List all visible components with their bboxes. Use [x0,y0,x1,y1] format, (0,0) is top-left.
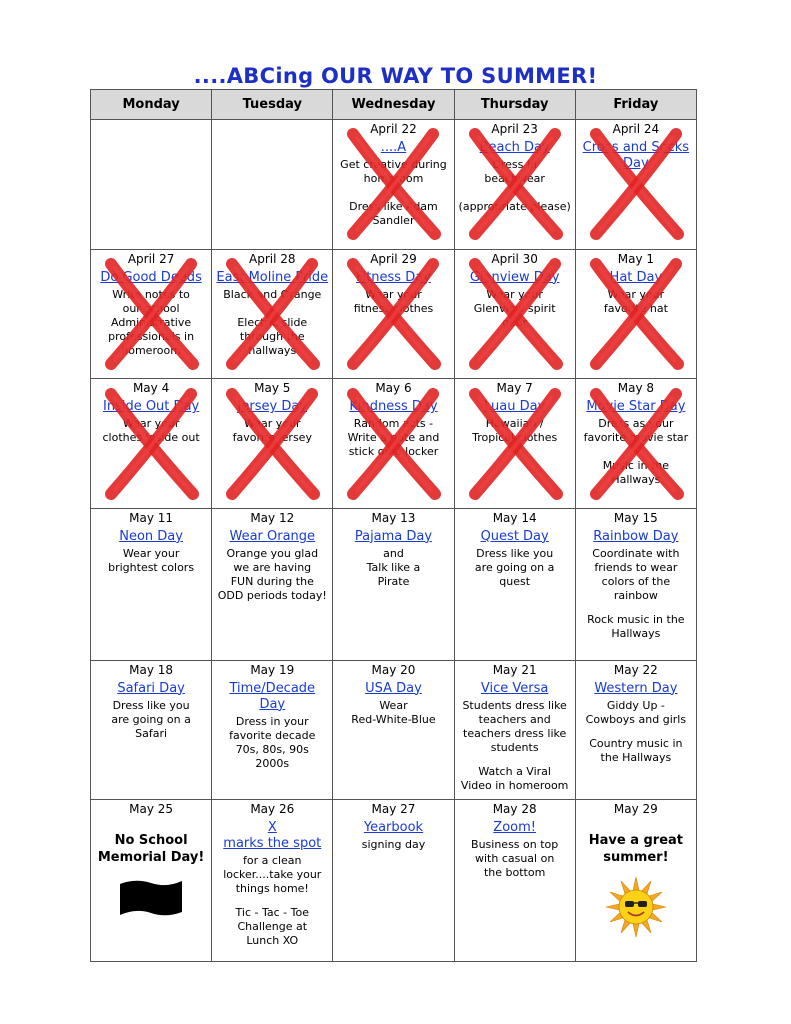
event-description: for a clean locker....take your things home! [223,854,322,896]
day-date: May 29 [613,802,658,817]
day-date: May 13 [371,510,416,525]
event-description: Get creative during homeroom Dress like Adam Sandler [340,158,447,227]
calendar-day-cell [454,379,575,509]
calendar-day-cell [454,508,575,660]
event-link[interactable]: Fitness Day [356,269,431,285]
event-description: Black and Orange Electric slide through the hallways [223,287,322,357]
day-date: May 11 [129,510,174,525]
event-link[interactable]: East Moline Pride [216,269,329,285]
calendar-week-row [91,249,697,379]
day-date: April 27 [127,251,175,266]
day-date: April 24 [612,122,660,136]
event-description: Random acts - Write a note and stick on a locker [347,417,440,459]
event-description: Hawaiian / Tropical clothes [472,417,558,445]
event-description: and Talk like a Pirate [366,546,421,588]
calendar-week-row [91,508,697,660]
day-date: May 7 [496,381,533,396]
calendar-day-cell [575,508,696,660]
calendar-day-cell [575,249,696,379]
black-flag-icon [118,878,184,918]
day-date: May 19 [250,662,295,677]
day-date: May 27 [371,802,416,817]
calendar-day-cell [575,800,696,962]
event-description: Wear your fitness clothes [353,287,434,315]
calendar-day-cell [454,660,575,800]
event-description: Wear Red-White-Blue [351,698,436,726]
event-description: Students dress like teachers and teachers dress like students [462,698,567,754]
calendar-empty-cell [91,120,212,250]
weekday-monday: Monday [91,90,212,120]
calendar-week-row [91,379,697,509]
spirit-week-calendar [90,89,697,962]
event-link[interactable]: Quest Day [480,528,549,544]
calendar-empty-cell [212,120,333,250]
calendar-day-cell [333,120,454,250]
event-link[interactable]: Kindness Day [349,399,438,415]
day-date: May 18 [129,662,174,677]
calendar-day-cell [212,508,333,660]
event-link[interactable]: ....A [380,140,407,155]
day-date: April 28 [249,251,296,266]
event-description: Business on top with casual on the bottom [471,838,559,880]
event-extra-note: Country music in the Hallways [589,736,683,764]
calendar-week-row [91,800,697,962]
calendar-body [91,120,697,962]
calendar-day-cell [91,660,212,800]
calendar-day-cell [91,379,212,509]
day-date: April 30 [491,251,538,266]
event-description: Wear your brightest colors [108,546,195,574]
day-date: May 5 [254,381,291,396]
event-link[interactable]: Beach Day [479,140,550,155]
event-description: Wear your clothes inside out [102,417,200,445]
calendar-day-cell [454,249,575,379]
day-date: May 4 [132,381,170,396]
calendar-day-cell [333,508,454,660]
event-extra-note: Tic - Tac - Toe Challenge at Lunch XO [235,906,309,948]
day-date: May 28 [492,802,537,817]
calendar-week-row [91,120,697,250]
event-link[interactable]: X marks the spot [223,820,322,852]
calendar-day-cell [333,800,454,962]
event-link[interactable]: Vice Versa [480,680,549,696]
event-link[interactable]: Inside Out Day [102,399,200,415]
event-link[interactable]: Luau Day [484,399,546,415]
calendar-day-cell [91,249,212,379]
calendar-day-cell [333,379,454,509]
calendar-day-cell [454,120,575,250]
event-extra-note: Watch a Viral Video in homeroom [460,764,569,792]
event-link[interactable]: Rainbow Day [593,528,679,544]
event-description: Wear your favorite hat [603,287,668,315]
event-extra-note: Rock music in the Hallways [587,612,685,640]
day-date: May 25 [129,802,174,817]
day-date: May 26 [250,802,295,817]
event-description: Dress in beachwear (appropriate please) [458,158,571,213]
event-description: Dress like you are going on a quest [474,546,555,588]
event-description: Dress as your favorite movie star Music in the Hallways [583,417,689,487]
calendar-day-cell [575,120,696,250]
event-description: Giddy Up - Cowboys and girls [585,698,687,726]
event-description: Wear your Glenview spirit gear [473,287,556,329]
event-description: Wear your favorite jersey [232,417,312,445]
event-description: Orange you glad we are having FUN during the ODD periods today! [217,546,327,602]
calendar-day-cell [212,800,333,962]
calendar-day-cell [91,508,212,660]
day-date: May 12 [250,510,295,525]
calendar-day-cell [575,660,696,800]
day-date: May 6 [375,381,412,396]
calendar-week-row [91,660,697,800]
event-link[interactable]: Jersey Day [237,399,307,415]
event-description: Coordinate with friends to wear colors of the rainbow [592,546,680,602]
calendar-day-cell [333,660,454,800]
event-description: Write notes to our school Administrative professionals in homeroom [108,287,195,357]
event-link[interactable]: Glenview Day [469,269,560,285]
calendar-day-cell [212,660,333,800]
sun-with-sunglasses-icon [605,876,667,938]
day-date: May 22 [613,662,658,677]
event-link[interactable]: Western Day [594,680,678,696]
event-link[interactable]: Pajama Day [354,528,433,544]
calendar-title: ....ABCing OUR WAY TO SUMMER! [193,64,598,88]
event-description: Dress in your favorite decade 70s, 80s, 90s 2000s [229,714,316,770]
event-description: signing day [361,838,426,852]
day-date: May 14 [492,510,537,525]
event-link[interactable]: Crocs and Socks Day [582,140,690,171]
day-announcement: Have a great summer! [588,833,684,866]
event-link[interactable]: Wear Orange [229,528,316,544]
day-date: May 1 [617,251,654,266]
day-date: May 8 [617,381,654,396]
event-link[interactable]: Safari Day [117,680,185,696]
event-link[interactable]: Hat Day [609,269,663,285]
weekday-tuesday: Tuesday [212,90,333,120]
weekday-friday: Friday [575,90,696,120]
calendar-day-cell [454,800,575,962]
event-link[interactable]: Do Good Deeds [100,269,202,285]
event-link[interactable]: Neon Day [119,528,183,544]
event-link[interactable]: Yearbook [363,820,424,836]
event-description: Dress like you are going on a Safari [111,698,191,740]
day-date: April 22 [370,122,417,136]
day-date: April 23 [491,122,538,136]
day-date: April 29 [370,251,417,266]
day-date: May 21 [492,662,537,677]
weekday-wednesday: Wednesday [333,90,454,120]
calendar-day-cell [212,249,333,379]
weekday-header-row [91,90,697,120]
event-link[interactable]: Time/Decade Day [229,680,316,712]
calendar-day-cell [575,379,696,509]
weekday-thursday: Thursday [454,90,575,120]
calendar-day-cell [333,249,454,379]
day-date: May 20 [371,662,416,677]
day-date: May 15 [613,510,658,525]
day-announcement: No School Memorial Day! [97,833,205,866]
event-link[interactable]: Zoom! [493,820,536,836]
calendar-day-cell [212,379,333,509]
event-link[interactable]: Movie Star Day [586,399,686,415]
calendar-day-cell [91,800,212,962]
event-link[interactable]: USA Day [365,680,422,696]
